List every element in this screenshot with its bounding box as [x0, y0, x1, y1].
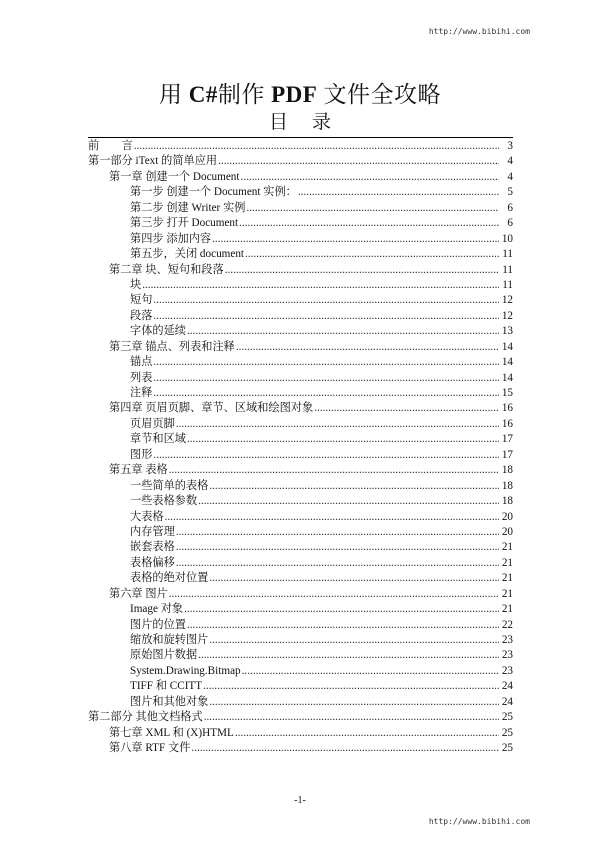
toc-leader-dots: [187, 432, 499, 447]
toc-entry-label: 短句: [130, 294, 153, 307]
toc-leader-dots: [153, 309, 499, 324]
toc-leader-dots: [236, 340, 499, 355]
title-suffix: 文件全攻略: [317, 82, 442, 107]
toc-rule: [88, 137, 513, 138]
toc-entry[interactable]: [88, 618, 513, 633]
toc-leader-dots: [198, 494, 499, 509]
toc-entry-label: 原始图片数据: [130, 649, 198, 662]
toc-entry[interactable]: [88, 232, 513, 247]
toc-entry-label: 第二部分 其他文档格式: [88, 711, 203, 724]
toc-leader-dots: [142, 278, 499, 293]
title-bold-csharp: C#: [188, 82, 218, 107]
toc-entry-label: 块: [130, 278, 142, 291]
toc-entry-page: 3: [507, 140, 513, 152]
table-of-contents: [88, 139, 513, 757]
toc-entry-page: 13: [501, 325, 513, 338]
toc-leader-dots: [239, 216, 499, 231]
toc-entry-page: 10: [501, 232, 513, 245]
toc-entry-label: 第四步 添加内容: [130, 232, 212, 245]
toc-leader-dots: [212, 232, 499, 247]
toc-entry-page: 22: [501, 618, 513, 631]
toc-heading-char-2: 录: [312, 112, 332, 133]
toc-entry-page: 21: [501, 541, 513, 554]
toc-entry-label: 表格偏移: [130, 556, 175, 569]
toc-entry-label: 第五章 表格: [109, 464, 168, 477]
toc-entry-page: 24: [501, 695, 513, 708]
toc-leader-dots: [153, 386, 499, 401]
toc-entry-label: 第七章 XML 和 (X)HTML: [109, 726, 234, 739]
toc-leader-dots: [204, 710, 499, 725]
toc-entry-page: 23: [501, 664, 513, 677]
toc-leader-dots: [176, 556, 499, 571]
toc-entry-page: 14: [501, 371, 513, 384]
toc-entry-page: 18: [501, 479, 513, 492]
toc-leader-dots: [176, 417, 499, 432]
toc-entry-label: System.Drawing.Bitmap: [130, 664, 241, 677]
toc-leader-dots: [209, 479, 499, 494]
toc-entry-page: 17: [501, 448, 513, 461]
toc-entry-label: 缩放和旋转图片: [130, 634, 209, 646]
toc-entry-page: 25: [501, 726, 513, 739]
toc-entry[interactable]: [88, 602, 513, 617]
toc-heading-char-1: 目: [268, 112, 288, 133]
toc-leader-dots: [176, 525, 499, 540]
toc-leader-dots: [153, 293, 499, 308]
toc-entry[interactable]: [88, 324, 513, 339]
toc-entry-page: 16: [501, 402, 513, 415]
toc-entry-label: 大表格: [130, 510, 164, 523]
toc-entry-page: 18: [501, 464, 513, 477]
toc-leader-dots: [165, 510, 499, 525]
toc-entry[interactable]: [88, 185, 513, 200]
toc-entry-page: 18: [501, 495, 513, 508]
toc-entry-page: 21: [501, 572, 513, 585]
toc-leader-dots: [209, 695, 499, 710]
toc-entry-page: 23: [501, 649, 513, 662]
toc-leader-dots: [187, 324, 499, 339]
toc-entry-label: 内存管理: [130, 525, 175, 538]
toc-entry-label: 第二步 创建 Writer 实例: [130, 201, 246, 214]
watermark-url-bottom: http://www.bibihi.com: [428, 817, 530, 826]
toc-entry-label: 一些简单的表格: [130, 479, 209, 492]
toc-entry-page: 25: [501, 742, 513, 755]
toc-entry[interactable]: [88, 386, 513, 401]
toc-leader-dots: [298, 185, 499, 200]
toc-entry-label: 第一章 创建一个 Document: [109, 170, 240, 183]
toc-entry-label: 图片的位置: [130, 618, 186, 631]
toc-entry-page: 20: [501, 510, 513, 523]
toc-entry-page: 11: [502, 263, 513, 276]
toc-entry[interactable]: [88, 540, 513, 555]
toc-entry[interactable]: [88, 448, 513, 463]
toc-entry-page: 16: [501, 417, 513, 430]
toc-entry-page: 20: [501, 525, 513, 538]
toc-entry[interactable]: [88, 278, 513, 293]
toc-leader-dots: [176, 540, 499, 555]
toc-leader-dots: [153, 448, 499, 463]
toc-entry-page: 25: [501, 711, 513, 724]
toc-entry[interactable]: [88, 556, 513, 571]
toc-entry[interactable]: [88, 494, 513, 509]
toc-entry[interactable]: [88, 371, 513, 386]
toc-entry-label: 页眉页脚: [130, 417, 175, 430]
toc-entry[interactable]: [88, 463, 513, 478]
toc-entry[interactable]: [88, 401, 513, 416]
toc-entry-page: 21: [501, 603, 513, 616]
toc-leader-dots: [245, 247, 499, 262]
toc-entry[interactable]: [88, 633, 513, 648]
toc-leader-dots: [209, 571, 499, 586]
toc-heading: [0, 107, 600, 134]
toc-leader-dots: [242, 664, 499, 679]
toc-entry[interactable]: [88, 695, 513, 710]
toc-entry-label: 表格的绝对位置: [130, 572, 209, 585]
toc-entry[interactable]: [88, 741, 513, 756]
toc-entry[interactable]: [88, 154, 513, 169]
toc-entry[interactable]: [88, 664, 513, 679]
toc-leader-dots: [184, 602, 499, 617]
toc-entry-label: 图片和其他对象: [130, 695, 209, 708]
toc-entry[interactable]: [88, 432, 513, 447]
toc-entry-label: 注释: [130, 387, 153, 399]
title-prefix: 用: [158, 82, 189, 107]
toc-entry-page: 14: [501, 340, 513, 353]
toc-entry-page: 21: [501, 556, 513, 569]
toc-leader-dots: [198, 648, 499, 663]
toc-leader-dots: [134, 139, 499, 154]
toc-entry-label: 前 言: [88, 140, 133, 152]
toc-entry[interactable]: [88, 170, 513, 185]
toc-entry-page: 4: [507, 155, 513, 168]
toc-entry-label: 第六章 图片: [109, 587, 168, 600]
toc-entry[interactable]: [88, 571, 513, 586]
toc-leader-dots: [153, 371, 499, 386]
title-mid: 制作: [217, 82, 272, 107]
toc-entry-page: 24: [501, 680, 513, 693]
toc-entry[interactable]: [88, 587, 513, 602]
toc-entry[interactable]: [88, 510, 513, 525]
toc-entry-label: 图形: [130, 448, 153, 461]
toc-entry-label: 第二章 块、短句和段落: [109, 263, 224, 276]
toc-entry[interactable]: [88, 417, 513, 432]
toc-entry-page: 11: [502, 278, 513, 291]
toc-entry-label: 第一步 创建一个 Document 实例：: [130, 186, 297, 199]
toc-entry-page: 12: [501, 309, 513, 322]
document-title: [0, 76, 600, 109]
toc-entry-label: 锚点: [130, 356, 153, 369]
toc-entry-label: 段落: [130, 309, 153, 322]
toc-entry[interactable]: [88, 293, 513, 308]
title-bold-pdf: PDF: [271, 82, 318, 107]
toc-entry-label: 第八章 RTF 文件: [109, 742, 191, 755]
toc-entry-label: TIFF 和 CCITT: [130, 680, 203, 693]
toc-entry[interactable]: [88, 648, 513, 663]
toc-entry-page: 15: [501, 387, 513, 399]
watermark-url-top: http://www.bibihi.com: [428, 27, 530, 36]
toc-entry[interactable]: [88, 139, 513, 154]
toc-entry[interactable]: [88, 355, 513, 370]
toc-entry-page: 17: [501, 433, 513, 446]
toc-entry-label: 列表: [130, 371, 153, 384]
page-number: -1-: [294, 795, 306, 806]
toc-entry-label: 第四章 页眉页脚、章节、区域和绘图对象: [109, 402, 314, 415]
toc-entry-label: 第五步，关闭 document: [130, 248, 245, 261]
toc-entry-label: 字体的延续: [130, 325, 186, 338]
toc-leader-dots: [187, 618, 499, 633]
toc-entry[interactable]: [88, 201, 513, 216]
toc-entry-page: 14: [501, 356, 513, 369]
toc-leader-dots: [218, 154, 499, 169]
toc-entry-label: 章节和区域: [130, 433, 186, 446]
toc-leader-dots: [246, 201, 499, 216]
toc-entry-label: 第三章 锚点、列表和注释: [109, 340, 235, 353]
toc-entry-label: 第三步 打开 Document: [130, 217, 239, 230]
toc-leader-dots: [209, 633, 499, 648]
toc-entry[interactable]: [88, 525, 513, 540]
toc-leader-dots: [203, 679, 499, 694]
toc-entry-page: 21: [501, 587, 513, 600]
toc-leader-dots: [169, 587, 499, 602]
toc-entry-page: 4: [507, 170, 513, 183]
toc-leader-dots: [169, 463, 499, 478]
toc-entry-page: 11: [502, 248, 513, 261]
toc-entry-page: 12: [501, 294, 513, 307]
toc-entry[interactable]: [88, 679, 513, 694]
toc-entry[interactable]: [88, 309, 513, 324]
toc-entry[interactable]: [88, 726, 513, 741]
toc-entry[interactable]: [88, 340, 513, 355]
toc-entry[interactable]: [88, 710, 513, 725]
toc-entry-label: 第一部分 iText 的简单应用: [88, 155, 218, 168]
toc-entry[interactable]: [88, 216, 513, 231]
toc-entry-page: 23: [501, 634, 513, 646]
toc-entry[interactable]: [88, 263, 513, 278]
toc-entry-page: 6: [507, 217, 513, 230]
toc-entry-page: 6: [507, 201, 513, 214]
toc-entry[interactable]: [88, 479, 513, 494]
toc-leader-dots: [235, 726, 499, 741]
toc-leader-dots: [191, 741, 499, 756]
toc-entry-label: Image 对象: [130, 603, 184, 616]
toc-entry-page: 5: [507, 186, 513, 199]
toc-leader-dots: [225, 263, 499, 278]
toc-entry-label: 嵌套表格: [130, 541, 175, 554]
toc-leader-dots: [153, 355, 499, 370]
toc-entry[interactable]: [88, 247, 513, 262]
toc-entry-label: 一些表格参数: [130, 495, 198, 508]
toc-leader-dots: [241, 170, 499, 185]
toc-leader-dots: [314, 401, 499, 416]
